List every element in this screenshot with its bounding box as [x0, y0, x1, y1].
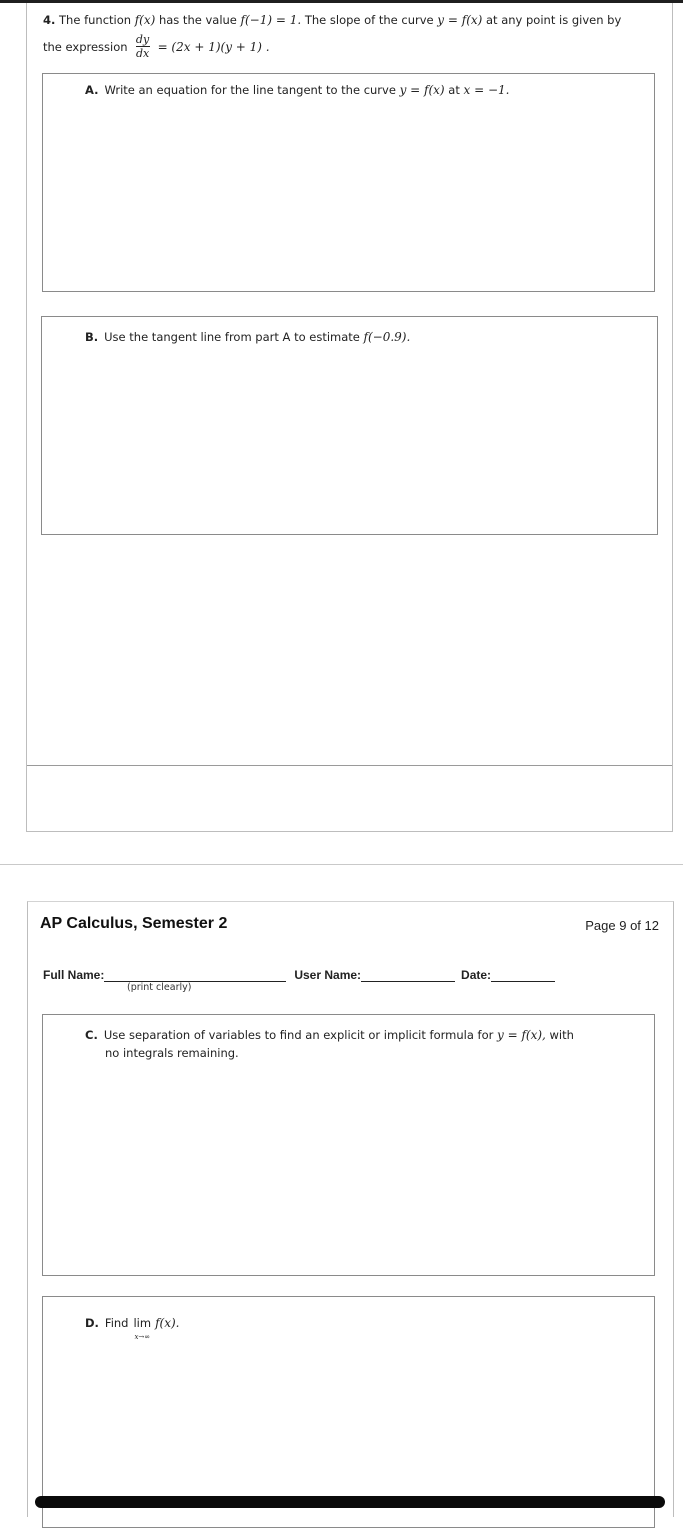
- part-d: [85, 1314, 179, 1342]
- question-expression: [43, 34, 270, 59]
- part-a-mid: at: [448, 83, 460, 97]
- full-name-label: Full Name:: [43, 968, 105, 982]
- print-clearly-note: (print clearly): [127, 982, 192, 993]
- part-c-letter: C.: [85, 1028, 98, 1042]
- stem-text-4: at any point is given by: [486, 13, 622, 27]
- limit-label: lim: [133, 1316, 152, 1330]
- question-number: 4.: [43, 13, 56, 27]
- answer-box-b[interactable]: [41, 316, 658, 535]
- derivative-fraction: [136, 34, 150, 59]
- stem-text-2: has the value: [158, 13, 237, 27]
- course-title: AP Calculus, Semester 2: [40, 915, 228, 932]
- part-b-text: Use the tangent line from part A to estimate: [104, 330, 360, 344]
- answer-box-a[interactable]: [42, 73, 655, 292]
- date-field[interactable]: [491, 969, 555, 982]
- part-d-letter: D.: [85, 1316, 99, 1330]
- date-label: Date:: [461, 968, 492, 982]
- part-c-line2: no integrals remaining.: [105, 1046, 239, 1060]
- derivative-rhs: = (2x + 1)(y + 1) .: [157, 39, 270, 54]
- expression-lead: the expression: [43, 39, 128, 54]
- part-c-math: y = f(x),: [497, 1028, 546, 1042]
- part-a-letter: A.: [85, 83, 99, 97]
- scroll-indicator[interactable]: [35, 1496, 665, 1508]
- stem-text-1: The function: [59, 13, 132, 27]
- page-number: Page 9 of 12: [585, 918, 659, 933]
- part-b: [85, 328, 410, 346]
- part-d-text: Find: [104, 1316, 129, 1330]
- limit-subscript: x→∞: [134, 1333, 151, 1341]
- derivative-denominator: dx: [135, 47, 150, 60]
- part-a-math1: y = f(x): [399, 83, 445, 97]
- user-name-field[interactable]: [361, 969, 455, 982]
- name-fields: [43, 968, 561, 982]
- part-c: [85, 1026, 645, 1062]
- part-c-tail: with: [549, 1028, 574, 1042]
- question-stem: [43, 12, 668, 28]
- stem-text-3: The slope of the curve: [304, 13, 434, 27]
- page-separator: [0, 864, 683, 865]
- part-b-letter: B.: [85, 330, 99, 344]
- user-name-label: User Name:: [294, 968, 362, 982]
- part-a-text: Write an equation for the line tangent to the curve: [104, 83, 396, 97]
- part-b-math: f(−0.9).: [363, 330, 411, 344]
- part-c-text: Use separation of variables to find an explicit or implicit formula for: [103, 1028, 494, 1042]
- limit-operator: [133, 1314, 151, 1342]
- part-a-math2: x = −1.: [463, 83, 510, 97]
- page-footer-rule: [27, 765, 672, 766]
- derivative-numerator: dy: [135, 33, 150, 46]
- stem-math-fx: f(x): [134, 13, 156, 27]
- part-a: [85, 81, 509, 99]
- stem-math-value: f(−1) = 1.: [240, 13, 302, 27]
- stem-math-curve: y = f(x): [437, 13, 483, 27]
- full-name-field[interactable]: [104, 969, 286, 982]
- part-d-math: f(x).: [155, 1316, 180, 1330]
